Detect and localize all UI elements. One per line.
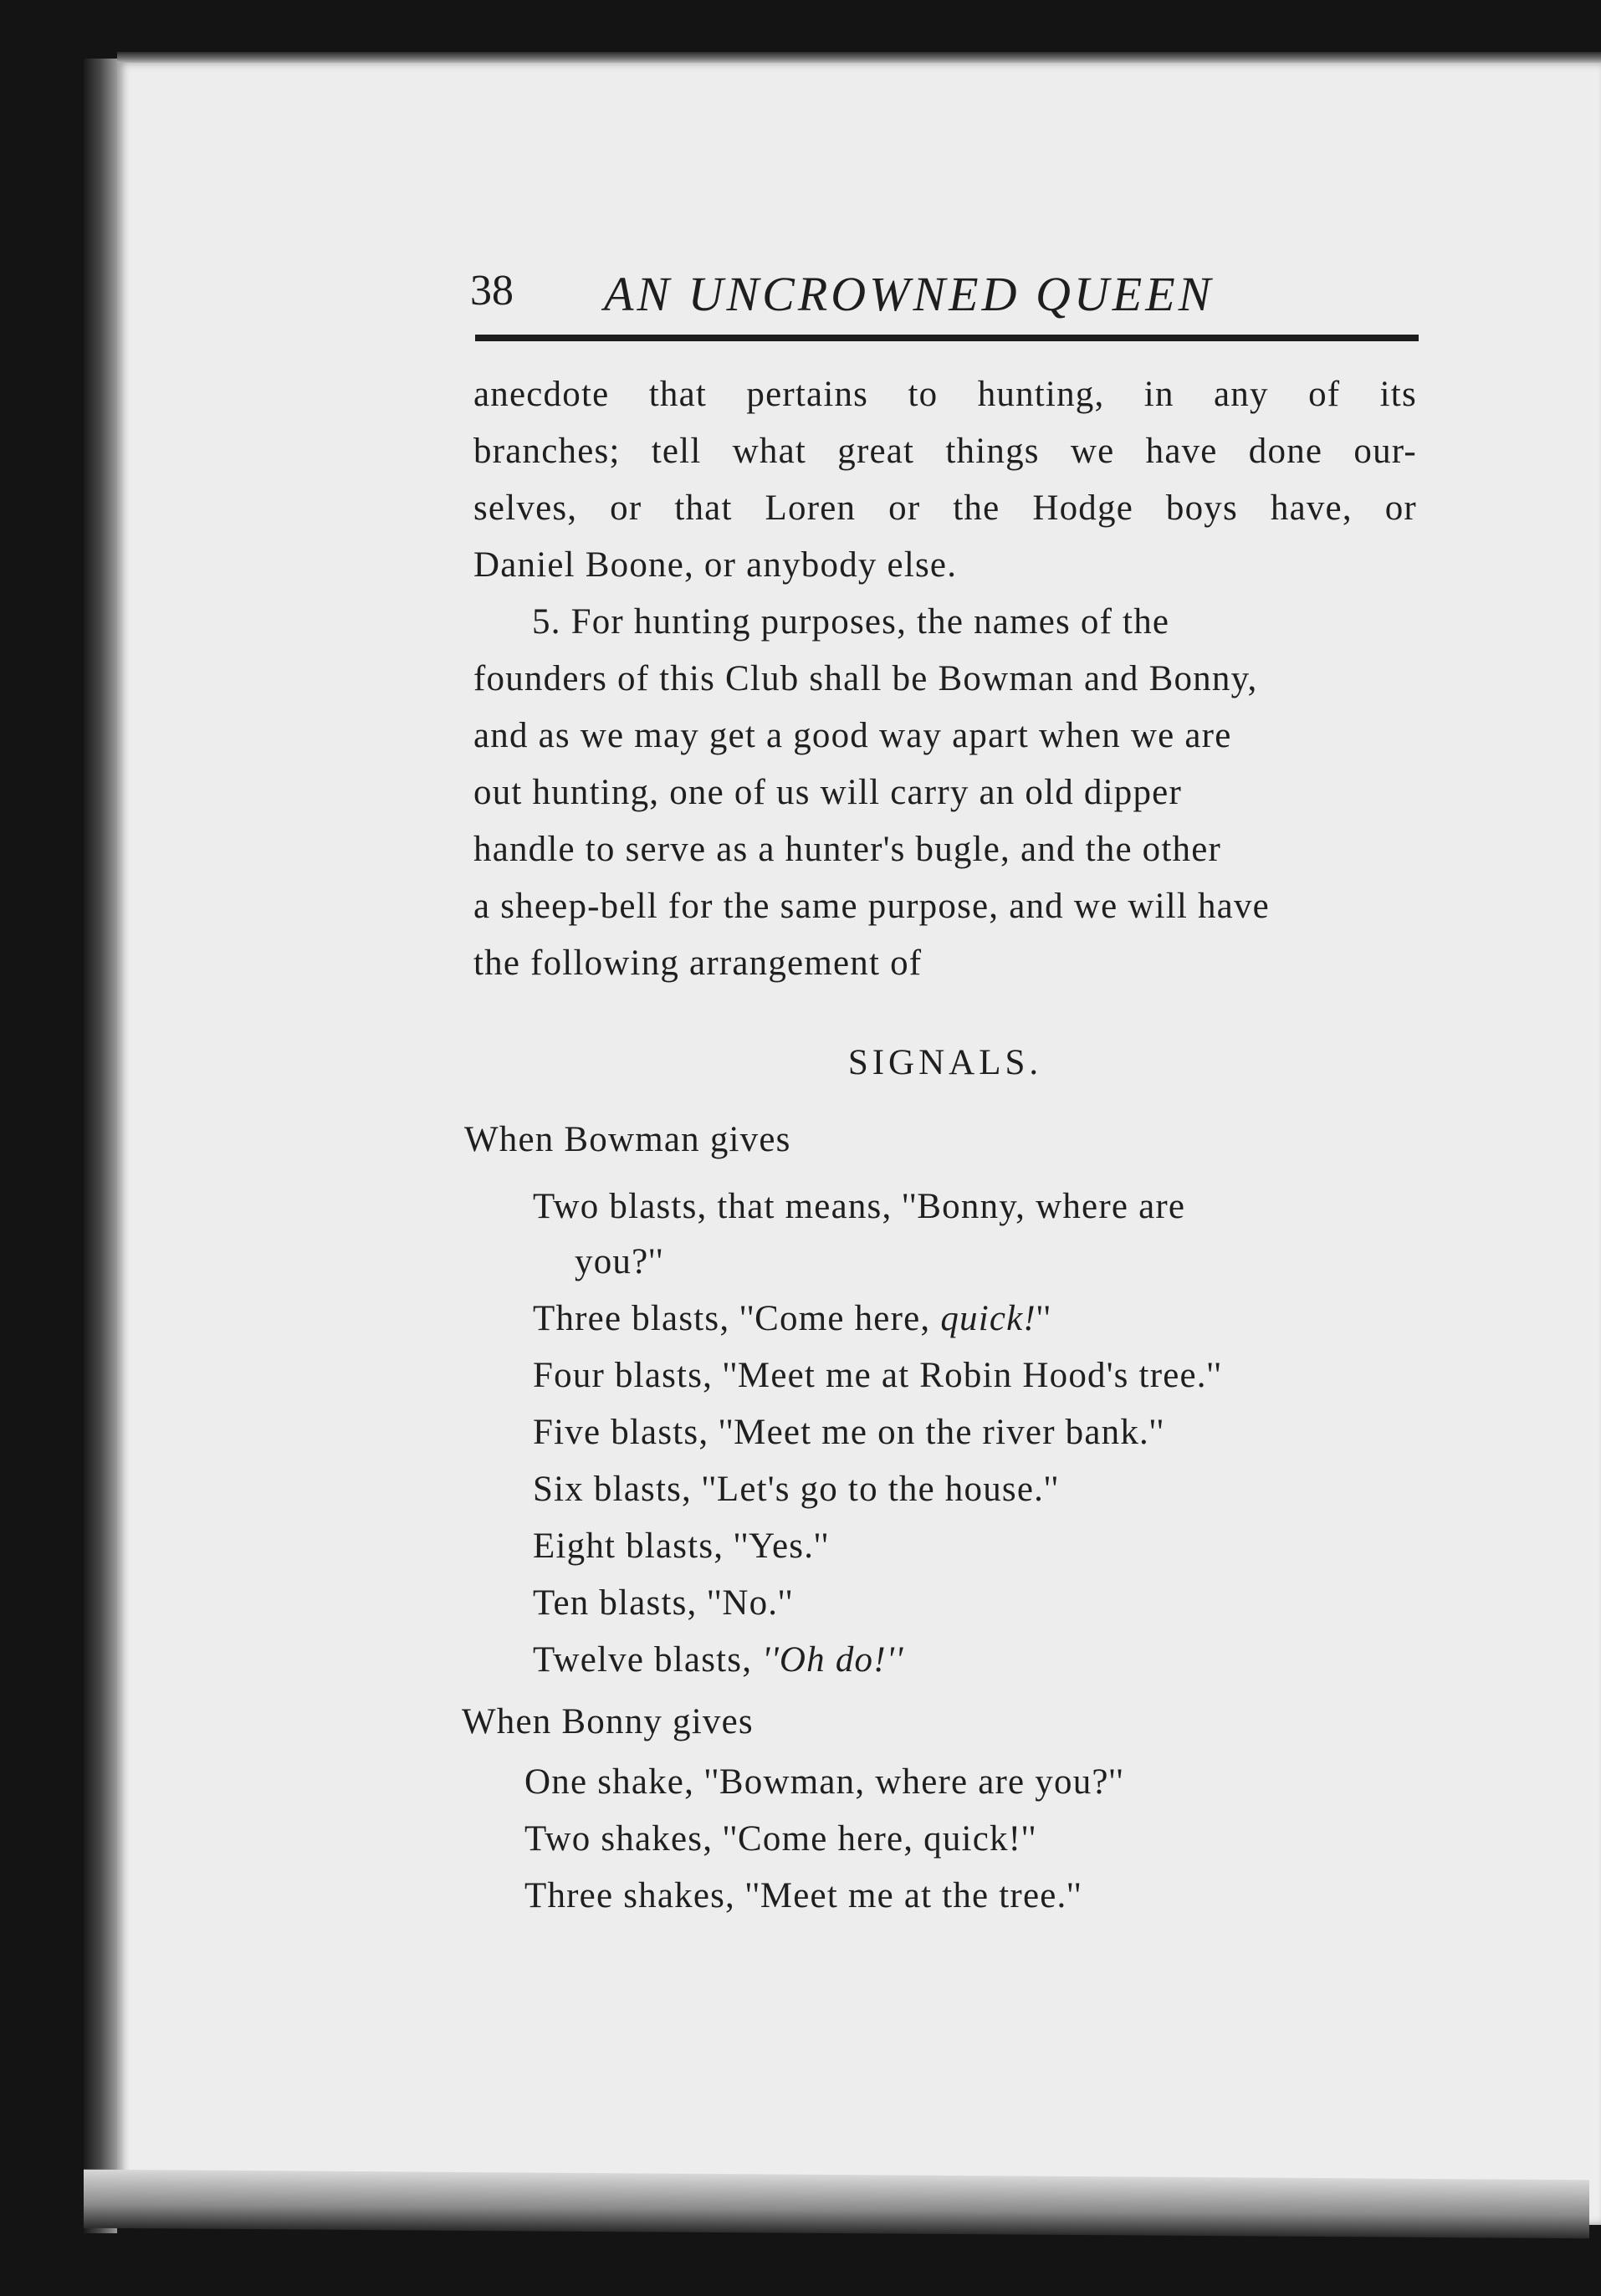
paragraph-line — [473, 431, 1417, 472]
word: things — [945, 432, 1040, 471]
word: that — [648, 375, 708, 414]
signal-line: you?'' — [575, 1242, 664, 1281]
word: boys — [1165, 488, 1238, 528]
paragraph-line — [473, 374, 1417, 415]
word: hunting, — [977, 375, 1105, 414]
word: what — [732, 432, 807, 471]
word: or — [1384, 488, 1417, 528]
signal-line: Six blasts, ''Let's go to the house.'' — [533, 1470, 1059, 1509]
paragraph-line: and as we may get a good way apart when we are — [473, 716, 1232, 755]
page-number: 38 — [470, 267, 514, 314]
word: or — [610, 488, 642, 528]
paragraph-line: Daniel Boone, or anybody else. — [473, 545, 958, 585]
word: the — [953, 488, 1000, 528]
section-heading: SIGNALS. — [847, 1043, 1043, 1082]
word: anecdote — [473, 375, 610, 414]
word: branches; — [473, 432, 621, 471]
word: in — [1143, 375, 1174, 414]
word: to — [908, 375, 939, 414]
word: selves, — [473, 488, 578, 528]
running-header — [470, 266, 1415, 325]
word: that — [674, 488, 733, 528]
page-edge-top — [117, 52, 1601, 64]
word: or — [888, 488, 921, 528]
word: pertains — [746, 375, 869, 414]
word: Hodge — [1032, 488, 1133, 528]
word: its — [1379, 375, 1417, 414]
signal-line: Twelve blasts, ''Oh do!'' — [533, 1640, 904, 1680]
word: any — [1214, 375, 1269, 414]
signal-intro: When Bonny gives — [462, 1702, 754, 1741]
signal-line: One shake, ''Bowman, where are you?'' — [524, 1762, 1124, 1802]
word: done — [1248, 432, 1323, 471]
word: we — [1070, 432, 1115, 471]
word: Loren — [765, 488, 857, 528]
word: tell — [651, 432, 702, 471]
paragraph-line — [473, 488, 1417, 529]
paragraph-line: 5. For hunting purposes, the names of the — [532, 602, 1170, 642]
word: of — [1308, 375, 1341, 414]
signal-line: Eight blasts, ''Yes.'' — [533, 1526, 830, 1566]
signal-line: Two blasts, that means, ''Bonny, where are — [533, 1187, 1186, 1226]
signal-intro: When Bowman gives — [464, 1120, 791, 1159]
page-edge-left — [84, 59, 117, 2233]
word: have — [1145, 432, 1218, 471]
page-edge-bottom — [84, 2170, 1589, 2239]
signal-line: Two shakes, ''Come here, quick!'' — [524, 1819, 1037, 1859]
word: have, — [1270, 488, 1353, 528]
paragraph-line: the following arrangement of — [473, 943, 923, 983]
signal-line: Three shakes, ''Meet me at the tree.'' — [524, 1876, 1082, 1915]
paragraph-line: a sheep-bell for the same purpose, and we will have — [473, 887, 1270, 926]
signal-line: Four blasts, ''Meet me at Robin Hood's tree.'' — [533, 1356, 1222, 1395]
signal-line: Five blasts, ''Meet me on the river bank.'' — [533, 1413, 1164, 1452]
signal-line: Three blasts, ''Come here, quick!'' — [533, 1299, 1051, 1338]
header-rule — [475, 335, 1419, 341]
paragraph-line: out hunting, one of us will carry an old dipper — [473, 773, 1182, 812]
running-title: AN UNCROWNED QUEEN — [604, 267, 1215, 321]
paragraph-line: handle to serve as a hunter's bugle, and the other — [473, 830, 1222, 869]
signal-line: Ten blasts, ''No.'' — [533, 1583, 794, 1623]
paragraph-line: founders of this Club shall be Bowman and Bonny, — [473, 659, 1258, 698]
word: great — [837, 432, 915, 471]
word: our- — [1353, 432, 1417, 471]
